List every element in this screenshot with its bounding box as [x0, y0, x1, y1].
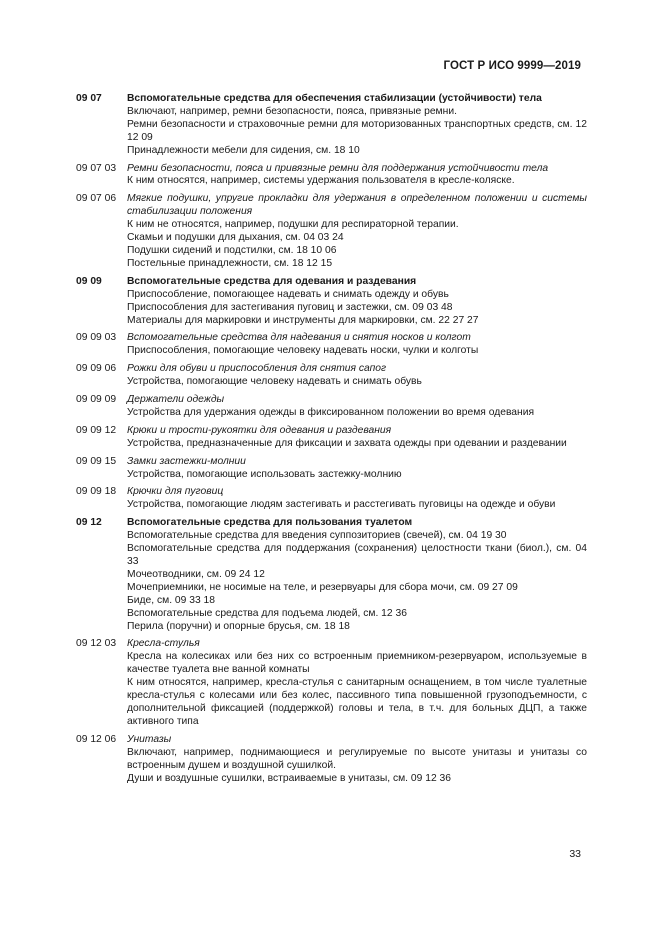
section-entry — [76, 93, 587, 158]
entry-line: Устройства, помогающие использовать застежку-молнию — [127, 468, 402, 480]
entry-line: Устройства, помогающие человеку надевать и снимать обувь — [127, 376, 422, 388]
entry-body — [127, 93, 587, 158]
entry-line: Кресла на колесиках или без них со встроенным приемником-резервуаром, используемые в качестве туалета вне ванной комнаты — [127, 651, 587, 676]
entry-line: К ним относятся, например, кресла-стулья с санитарным оснащением, в том числе туалетные кресла-стулья с колесами или без колес, пассивного типа повышенной грузоподъемности, с дополнительной фиксацией (поддержкой) головы и тела, в т.ч. для больных ДЦП, а также активного типа — [127, 677, 587, 727]
entry-line: Приспособления для застегивания пуговиц и застежки, см. 09 03 48 — [127, 301, 453, 313]
entry-title: Крючки для пуговиц — [127, 486, 224, 498]
entry-code: 09 09 — [76, 275, 102, 287]
entry-code: 09 09 09 — [76, 394, 117, 406]
entry-line: Вспомогательные средства для введения суппозиториев (свечей), см. 04 19 30 — [127, 530, 507, 542]
entry-title: Рожки для обуви и приспособления для снятия сапог — [127, 363, 387, 375]
subsection-entry — [76, 193, 587, 270]
document-header: ГОСТ Р ИСО 9999—2019 — [443, 60, 581, 72]
entry-title: Вспомогательные средства для надевания и снятия носков и колгот — [127, 332, 471, 344]
entry-line: Скамьи и подушки для дыхания, см. 04 03 24 — [127, 232, 344, 244]
subsection-entry — [76, 734, 587, 786]
entry-code: 09 07 03 — [76, 162, 117, 174]
entry-title: Замки застежки-молнии — [127, 455, 246, 467]
entry-line: К ним не относятся, например, подушки для респираторной терапии. — [127, 219, 459, 231]
entry-body — [127, 486, 587, 512]
entry-line: Устройства для удержания одежды в фиксированном положении во время одевания — [127, 406, 535, 418]
entry-line: Вспомогательные средства для подъема людей, см. 12 36 — [127, 607, 407, 619]
entry-title: Вспомогательные средства для обеспечения стабилизации (устойчивости) тела — [127, 93, 542, 104]
entry-code: 09 09 18 — [76, 486, 117, 498]
entry-line: Перила (поручни) и опорные брусья, см. 18 18 — [127, 620, 350, 632]
subsection-entry — [76, 332, 587, 358]
subsection-entry — [76, 425, 587, 451]
entry-title: Крюки и трости-рукоятки для одевания и раздевания — [127, 424, 392, 436]
entry-line: Мочеприемники, не носимые на теле, и резервуары для сбора мочи, см. 09 27 09 — [127, 581, 518, 593]
section-entry — [76, 517, 587, 633]
subsection-entry — [76, 456, 587, 482]
subsection-entry — [76, 394, 587, 420]
entry-line: Постельные принадлежности, см. 18 12 15 — [127, 257, 333, 269]
entry-code: 09 12 — [76, 517, 102, 529]
entry-title: Ремни безопасности, пояса и привязные ремни для поддержания устойчивости тела — [127, 162, 549, 174]
entry-title: Кресла-стулья — [127, 638, 200, 650]
entry-body — [127, 332, 587, 358]
entry-code: 09 09 12 — [76, 424, 117, 436]
page-number: 33 — [569, 848, 581, 860]
entry-line: Включают, например, поднимающиеся и регулируемые по высоте унитазы и унитазы со встроенным душем и воздушной сушилкой. — [127, 746, 587, 771]
entry-code: 09 09 03 — [76, 332, 117, 344]
entry-code: 09 09 06 — [76, 363, 117, 375]
section-entry — [76, 276, 587, 328]
entry-code: 09 12 03 — [76, 638, 117, 650]
entry-title: Унитазы — [127, 733, 172, 745]
entry-title: Держатели одежды — [127, 394, 225, 406]
entry-title: Вспомогательные средства для одевания и раздевания — [127, 275, 417, 287]
entry-code: 09 07 — [76, 93, 102, 104]
entry-line: Приспособления, помогающие человеку надевать носки, чулки и колготы — [127, 345, 479, 357]
entry-body — [127, 163, 587, 189]
entry-body — [127, 276, 587, 328]
entry-body — [127, 425, 587, 451]
entry-code: 09 12 06 — [76, 733, 117, 745]
entry-line: Материалы для маркировки и инструменты для маркировки, см. 22 27 27 — [127, 314, 479, 326]
entry-body — [127, 363, 587, 389]
subsection-entry — [76, 363, 587, 389]
entry-title: Вспомогательные средства для пользования туалетом — [127, 517, 413, 529]
entry-line: Мочеотводники, см. 09 24 12 — [127, 568, 265, 580]
entry-line: Души и воздушные сушилки, встраиваемые в унитазы, см. 09 12 36 — [127, 772, 451, 784]
entry-line: Биде, см. 09 33 18 — [127, 594, 215, 606]
entry-line: Подушки сидений и подстилки, см. 18 10 06 — [127, 244, 337, 256]
subsection-entry — [76, 638, 587, 728]
entry-body — [127, 517, 587, 633]
entry-body — [127, 456, 587, 482]
subsection-entry — [76, 163, 587, 189]
entry-line: Приспособление, помогающее надевать и снимать одежду и обувь — [127, 288, 449, 300]
entry-line: Устройства, предназначенные для фиксации и захвата одежды при одевании и раздевании — [127, 437, 567, 449]
entry-body — [127, 734, 587, 786]
entry-line: Вспомогательные средства для поддержания (сохранения) целостности ткани (биол.), см. 04 33 — [127, 543, 587, 567]
entry-line: Включают, например, ремни безопасности, пояса, привязные ремни. — [127, 105, 457, 117]
entry-title: Мягкие подушки, упругие прокладки для удержания в определенном положении и системы стабилизации положения — [127, 193, 587, 218]
entry-body — [127, 193, 587, 270]
entry-line: Принадлежности мебели для сидения, см. 18 10 — [127, 144, 360, 156]
classification-list — [76, 93, 587, 790]
subsection-entry — [76, 486, 587, 512]
entry-line: Устройства, помогающие людям застегивать и расстегивать пуговицы на одежде и обуви — [127, 499, 556, 511]
entry-body — [127, 394, 587, 420]
entry-body — [127, 638, 587, 728]
entry-code: 09 09 15 — [76, 455, 117, 467]
entry-line: К ним относятся, например, системы удержания пользователя в кресле-коляске. — [127, 175, 515, 187]
entry-code: 09 07 06 — [76, 193, 117, 205]
entry-line: Ремни безопасности и страховочные ремни для моторизованных транспортных средств, см. 12 12 09 — [127, 118, 587, 143]
